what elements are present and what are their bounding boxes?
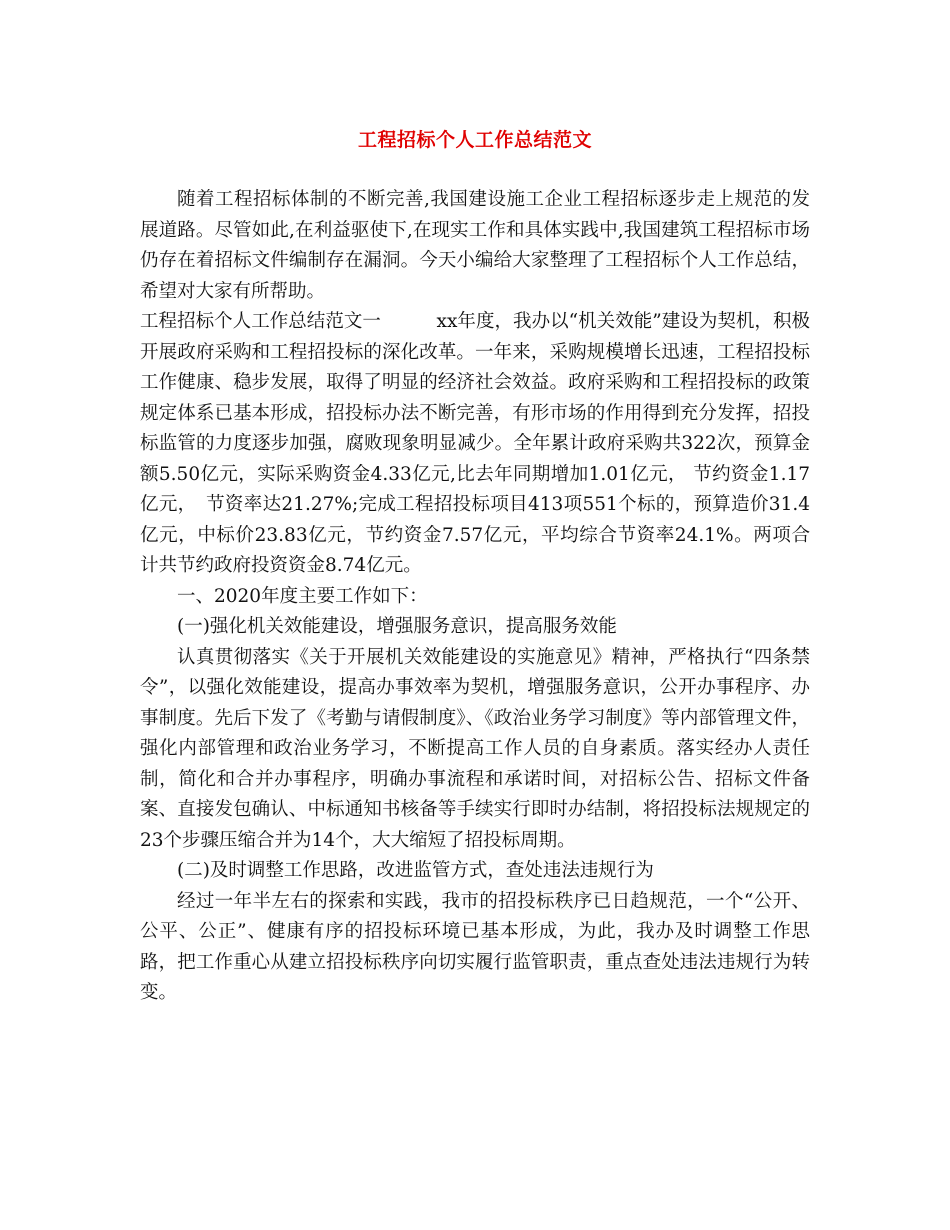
subsection-heading-1: (一)强化机关效能建设，增强服务意识，提高服务效能 — [177, 616, 617, 637]
paragraph-supervision: 经过一年半左右的探索和实践，我市的招投标秩序已日趋规范，一个“公开、公平、公正”、健康有序的招投标环境已基本形成，为此，我办及时调整工作思路，把工作重心从建立招投标秩序向切实履行监管职责，重点查处违法违规行为转变。 — [140, 890, 810, 1003]
subsection-heading-2: (二)及时调整工作思路，改进监管方式，查处违法违规行为 — [177, 860, 654, 881]
document-title: 工程招标个人工作总结范文 — [357, 129, 592, 151]
paragraph-summary: 工程招标个人工作总结范文一 xx年度，我办以“机关效能”建设为契机，积极开展政府采购和工程招投标的深化改革。一年来，采购规模增长迅速，工程招投标工作健康、稳步发展，取得了明显的经济社会效益。政府采购和工程招投标的政策规定体系已基本形成，招投标办法不断完善，有形市场的作用得到充分发挥，招投标监管的力度逐步加强，腐败现象明显减少。全年累计政府采购共322次，预算金额5.50亿元，实际采购资金4.33亿元,比去年同期增加1.01亿元， 节约资金1.17亿元， 节资率达21.27%;完成工程招投标项目413项551个标的，预算造价31.4亿元，中标价23.83亿元，节约资金7.57亿元，平均综合节资率24.1%。两项合计共节约政府投资资金8.74亿元。 — [140, 311, 810, 576]
section-heading-main-work: 一、2020年度主要工作如下： — [177, 585, 428, 607]
paragraph-intro: 随着工程招标体制的不断完善,我国建设施工企业工程招标逐步走上规范的发展道路。尽管如此,在利益驱使下,在现实工作和具体实践中,我国建筑工程招标市场仍存在着招标文件编制存在漏洞。今天小编给大家整理了工程招标个人工作总结，希望对大家有所帮助。 — [140, 189, 810, 302]
paragraph-efficiency: 认真贯彻落实《关于开展机关效能建设的实施意见》精神，严格执行“四条禁令”，以强化效能建设，提高办事效率为契机，增强服务意识，公开办事程序、办事制度。先后下发了《考勤与请假制度》、《政治业务学习制度》等内部管理文件，强化内部管理和政治业务学习，不断提高工作人员的自身素质。落实经办人责任制，简化和合并办事程序，明确办事流程和承诺时间，对招标公告、招标文件备案、直接发包确认、中标通知书核备等手续实行即时办结制，将招投标法规规定的23个步骤压缩合并为14个，大大缩短了招投标周期。 — [140, 646, 810, 851]
document-body — [140, 185, 810, 1009]
